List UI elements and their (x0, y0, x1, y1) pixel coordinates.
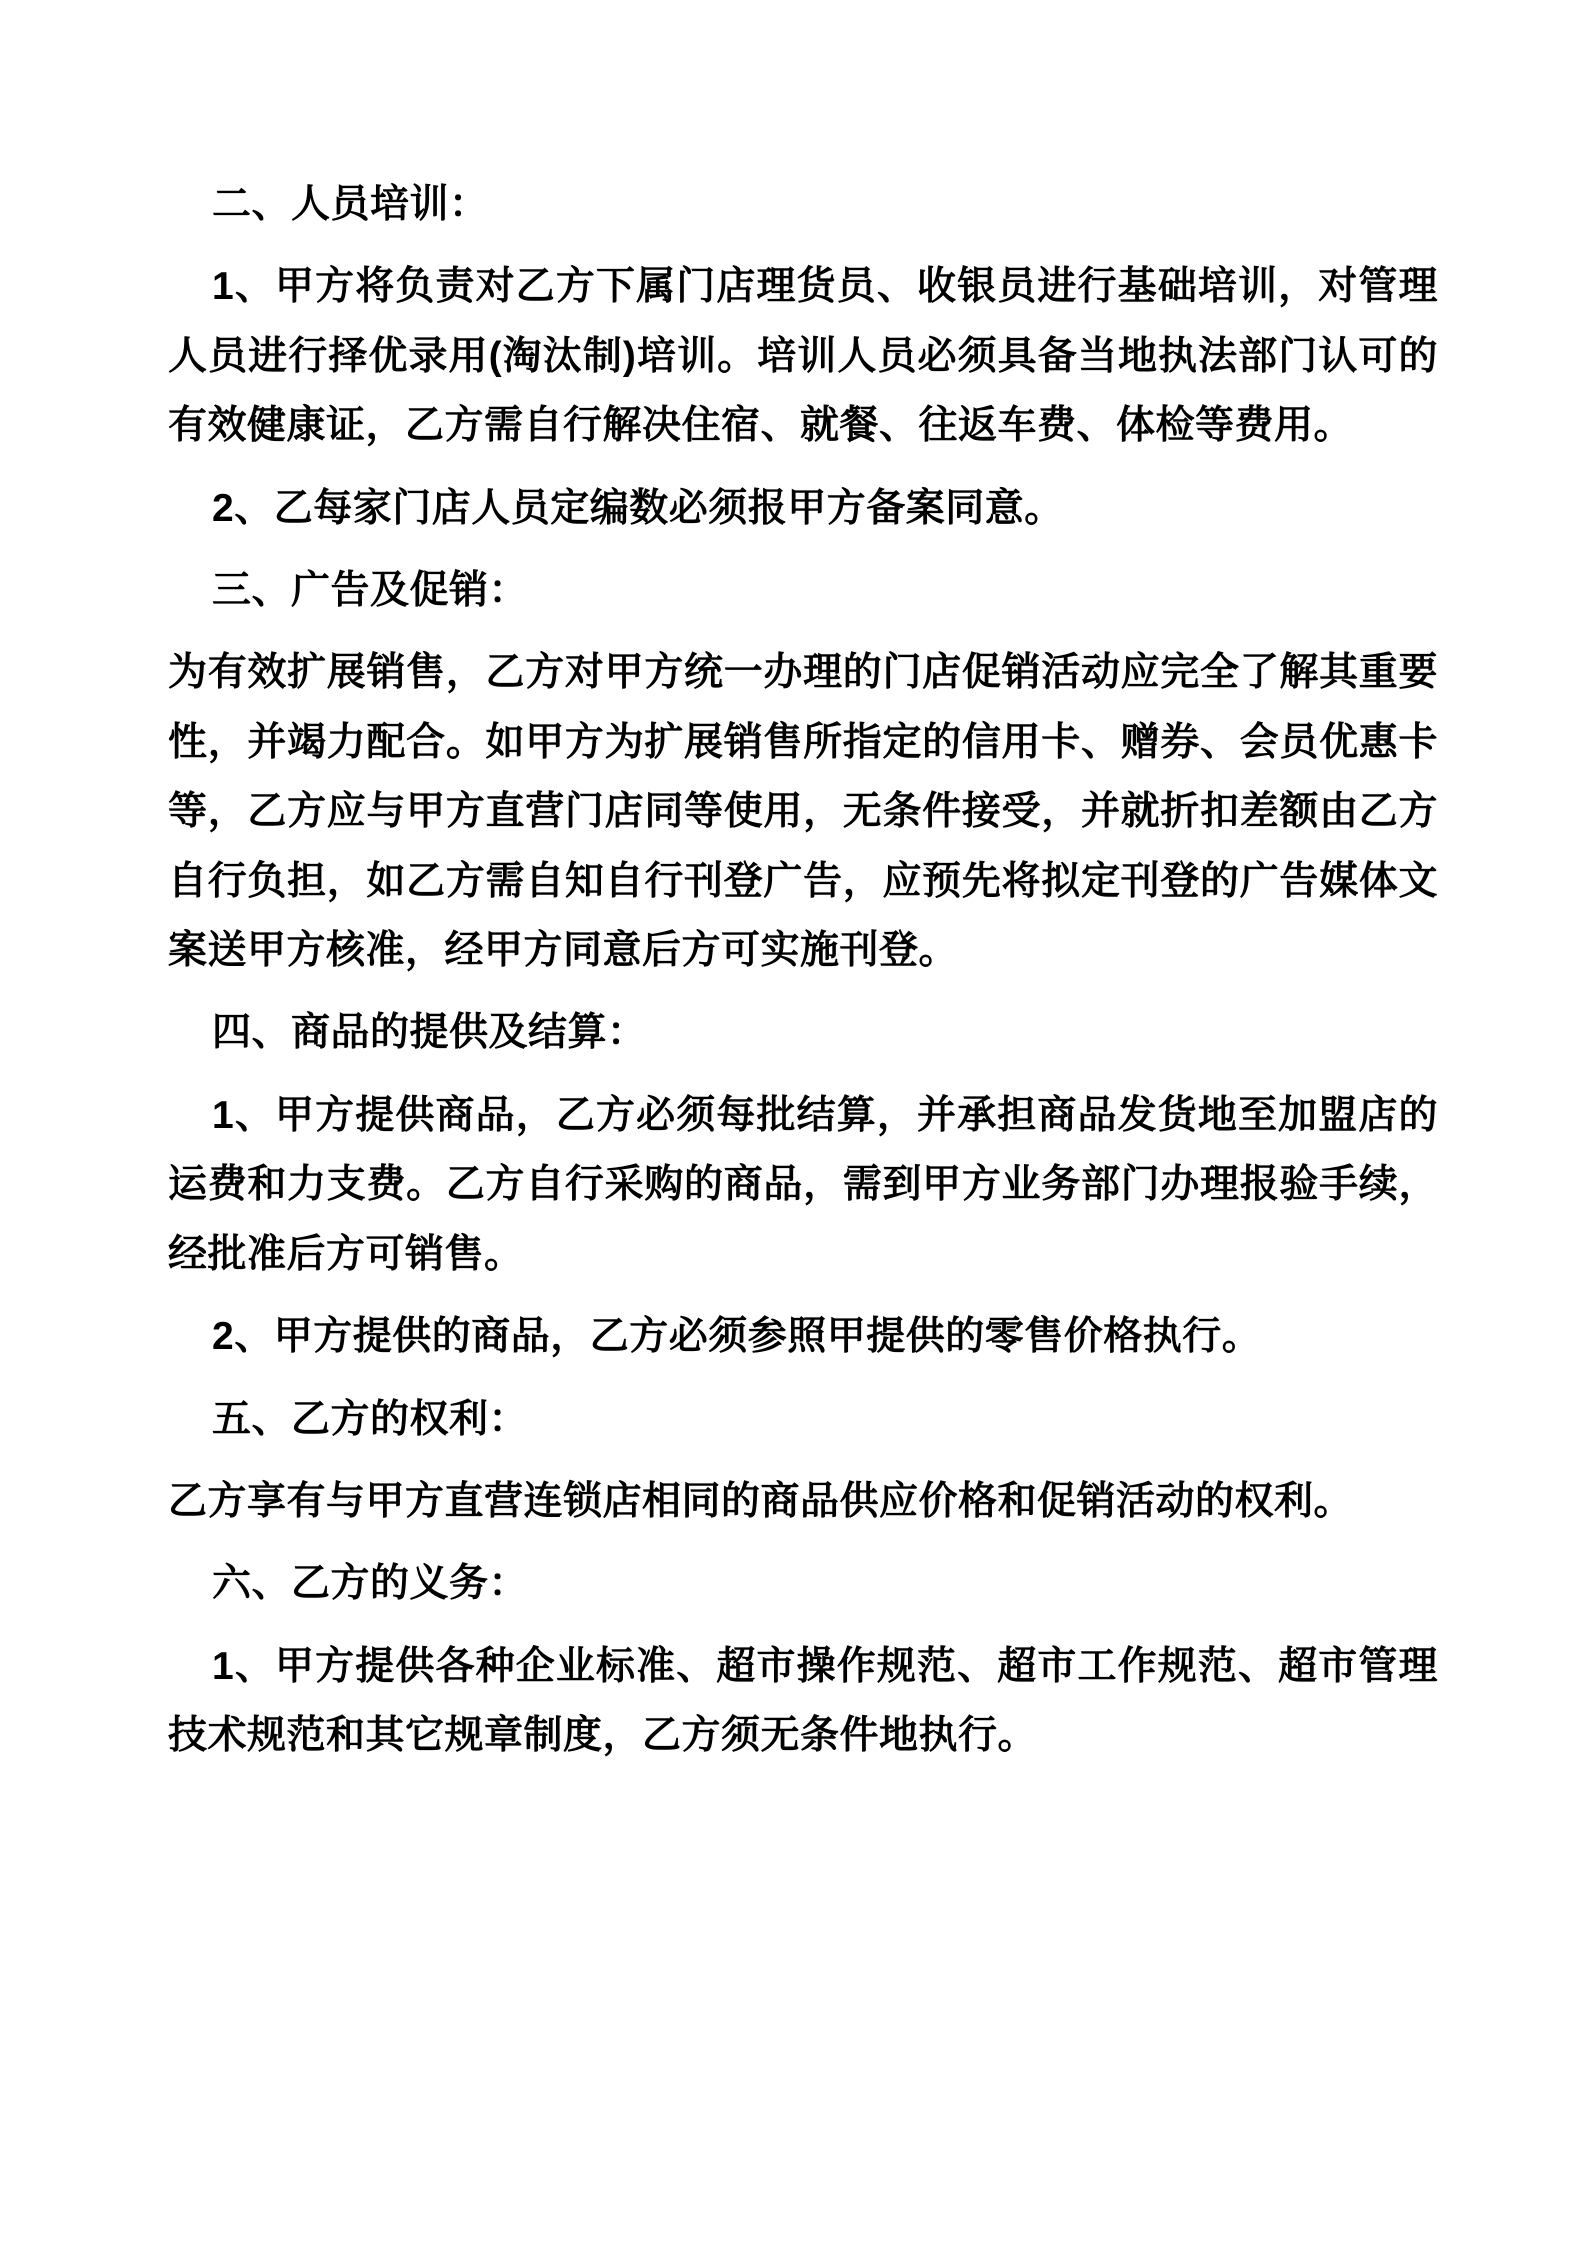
section-4-item-2: 2、甲方提供的商品，乙方必须参照甲提供的零售价格执行。 (212, 1315, 1262, 1359)
section-5-body: 乙方享有与甲方直营连锁店相同的商品供应价格和促销活动的权利。 (168, 1479, 1354, 1523)
section-heading-3: 三、广告及促销： (212, 569, 529, 613)
section-heading-4: 四、商品的提供及结算： (212, 1011, 647, 1055)
section-4-item-1: 1、甲方提供商品，乙方必须每批结算，并承担商品发货地至加盟店的运费和力支费。乙方自行采购的商品，需到甲方业务部门办理报验手续，经批准后方可销售。 (168, 1093, 1438, 1276)
section-6-item-1: 1、甲方提供各种企业标准、超市操作规范、超市工作规范、超市管理技术规范和其它规章制度，乙方须无条件地执行。 (168, 1644, 1438, 1758)
section-3-body: 为有效扩展销售，乙方对甲方统一办理的门店促销活动应完全了解其重要性，并竭力配合。如甲方为扩展销售所指定的信用卡、赠券、会员优惠卡等，乙方应与甲方直营门店同等使用，无条件接受，并就折扣差额由乙方自行负担，如乙方需自知自行刊登广告，应预先将拟定刊登的广告媒体文案送甲方核准，经甲方同意后方可实施刊登。 (168, 651, 1438, 973)
section-heading-6: 六、乙方的义务： (212, 1562, 529, 1606)
section-2-item-1: 1、甲方将负责对乙方下属门店理货员、收银员进行基础培训，对管理人员进行择优录用(淘汰制)培训。培训人员必须具备当地执法部门认可的有效健康证，乙方需自行解决住宿、就餐、往返车费、体检等费用。 (168, 265, 1438, 448)
section-2-item-2: 2、乙每家门店人员定编数必须报甲方备案同意。 (212, 486, 1064, 530)
section-heading-5: 五、乙方的权利： (212, 1397, 529, 1441)
document-body (168, 170, 1438, 1771)
section-heading-2: 二、人员培训： (212, 183, 489, 226)
